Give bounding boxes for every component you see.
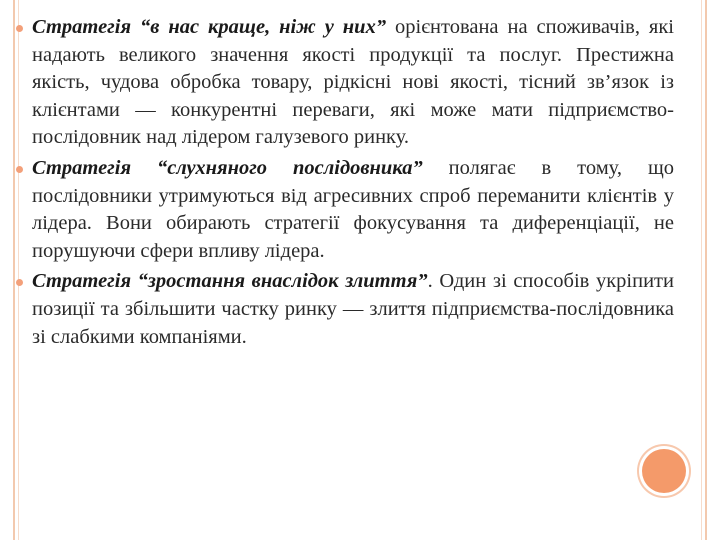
bullet-icon	[16, 166, 23, 173]
paragraph-strategy-better	[32, 14, 674, 152]
paragraph-strategy-growth-merger	[32, 268, 674, 351]
term-strategy-better: Стратегія “в нас краще, ніж у них”	[32, 16, 387, 38]
left-frame-border	[13, 0, 15, 540]
right-frame-border	[705, 0, 707, 540]
paragraph-text: . Один зі способів укріпити позиції та збільшити частку ринку — злиття підприємства-послідовника зі слабкими компаніями.	[32, 270, 674, 348]
left-frame-inner-border	[18, 0, 19, 540]
paragraph-strategy-obedient-follower	[32, 155, 674, 265]
bullet-icon	[16, 25, 23, 32]
paragraph-text: орієнтована на споживачів, які надають великого значення якості продукції та послуг. Престижна якість, чудова обробка товару, рідкісні нові якості, тісний зв’язок із клієнтами — конкурентні переваги, які може мати підприємство-послідовник над лідером галузевого ринку.	[32, 16, 674, 149]
term-strategy-growth-merger: Стратегія “зростання внаслідок злиття”	[32, 270, 428, 293]
right-frame-inner-border	[701, 0, 702, 540]
paragraph-text: полягає в тому, що послідовники утримуються від агресивних спроб переманити клієнтів у лідера. Вони обирають стратегії фокусування та диференціації, не порушуючи сфери впливу лідера.	[32, 156, 674, 262]
term-strategy-obedient-follower: Стратегія “слухняного послідовника”	[32, 156, 423, 179]
bullet-icon	[16, 279, 23, 286]
slide-content	[32, 14, 674, 354]
decorative-circle-icon	[642, 449, 686, 493]
